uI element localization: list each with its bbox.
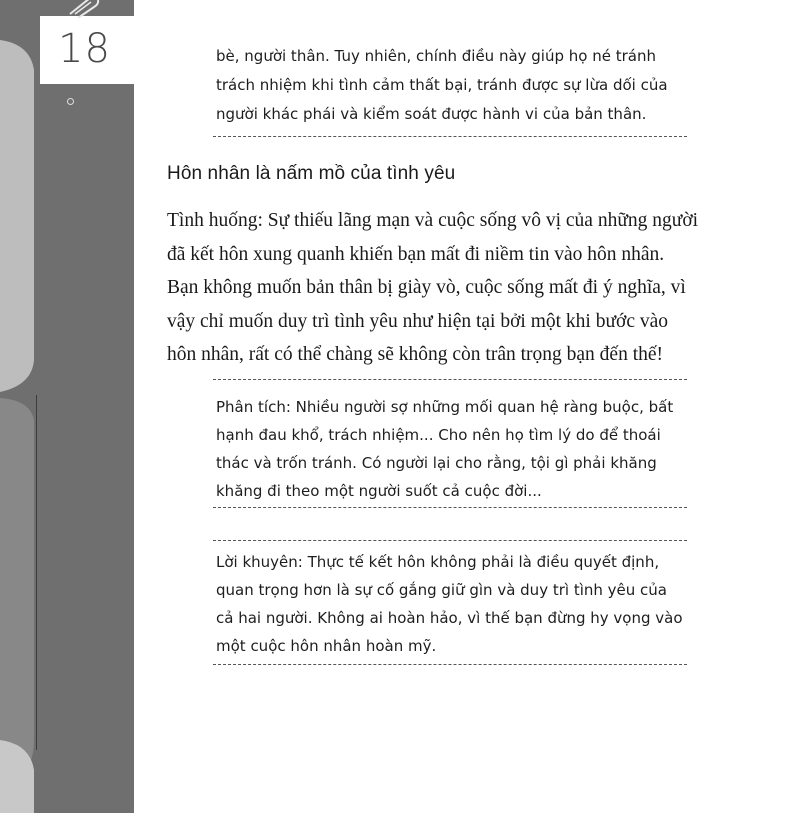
paragraph-line: người khác phái và kiểm soát được hành vi của bản thân. — [216, 105, 647, 123]
page-sidebar — [0, 0, 134, 813]
analysis-line: khăng đi theo một người suốt cả cuộc đời... — [216, 482, 542, 500]
advice-box — [216, 548, 686, 660]
analysis-line: hạnh đau khổ, trách nhiệm... Cho nên họ tìm lý do để thoái — [216, 426, 661, 444]
analysis-line: thác và trốn tránh. Có người lại cho rằng, tội gì phải khăng — [216, 454, 657, 472]
page-number-box — [40, 16, 134, 84]
dashed-divider — [213, 379, 687, 380]
advice-line: một cuộc hôn nhân hoàn mỹ. — [216, 637, 437, 655]
advice-line: Lời khuyên: Thực tế kết hôn không phải là điều quyết định, — [216, 553, 660, 571]
binder-hole — [67, 98, 74, 105]
section-heading: Hôn nhân là nấm mồ của tình yêu — [167, 163, 456, 184]
scenario-line: vậy chỉ muốn duy trì tình yêu như hiện tại bởi một khi bước vào — [167, 310, 669, 332]
analysis-box — [216, 393, 686, 505]
paragraph-line: trách nhiệm khi tình cảm thất bại, tránh được sự lừa dối của — [216, 76, 668, 94]
dashed-divider — [213, 136, 687, 137]
top-paragraph — [216, 42, 686, 129]
analysis-line: Phân tích: Nhiều người sợ những mối quan hệ ràng buộc, bất — [216, 398, 674, 416]
scenario-line: Bạn không muốn bản thân bị giày vò, cuộc sống mất đi ý nghĩa, vì — [167, 277, 686, 298]
dashed-divider — [213, 507, 687, 508]
advice-line: cả hai người. Không ai hoàn hảo, vì thế bạn đừng hy vọng vào — [216, 609, 683, 627]
advice-line: quan trọng hơn là sự cố gắng giữ gìn và duy trì tình yêu của — [216, 581, 667, 599]
scenario-paragraph — [167, 204, 787, 372]
scenario-line: Tình huống: Sự thiếu lãng mạn và cuộc sống vô vị của những người — [167, 210, 699, 231]
paragraph-line: bè, người thân. Tuy nhiên, chính điều này giúp họ né tránh — [216, 47, 656, 65]
scenario-line: đã kết hôn xung quanh khiến bạn mất đi niềm tin vào hôn nhân. — [167, 243, 665, 265]
page-number: 18 — [58, 26, 111, 72]
sidebar-panel-illustration — [0, 0, 134, 813]
dashed-divider — [213, 540, 687, 541]
scenario-line: hôn nhân, rất có thể chàng sẽ không còn trân trọng bạn đến thế! — [167, 344, 664, 365]
paper-clip-icon — [66, 0, 100, 18]
sidebar-divider — [36, 395, 37, 750]
dashed-divider — [213, 664, 687, 665]
